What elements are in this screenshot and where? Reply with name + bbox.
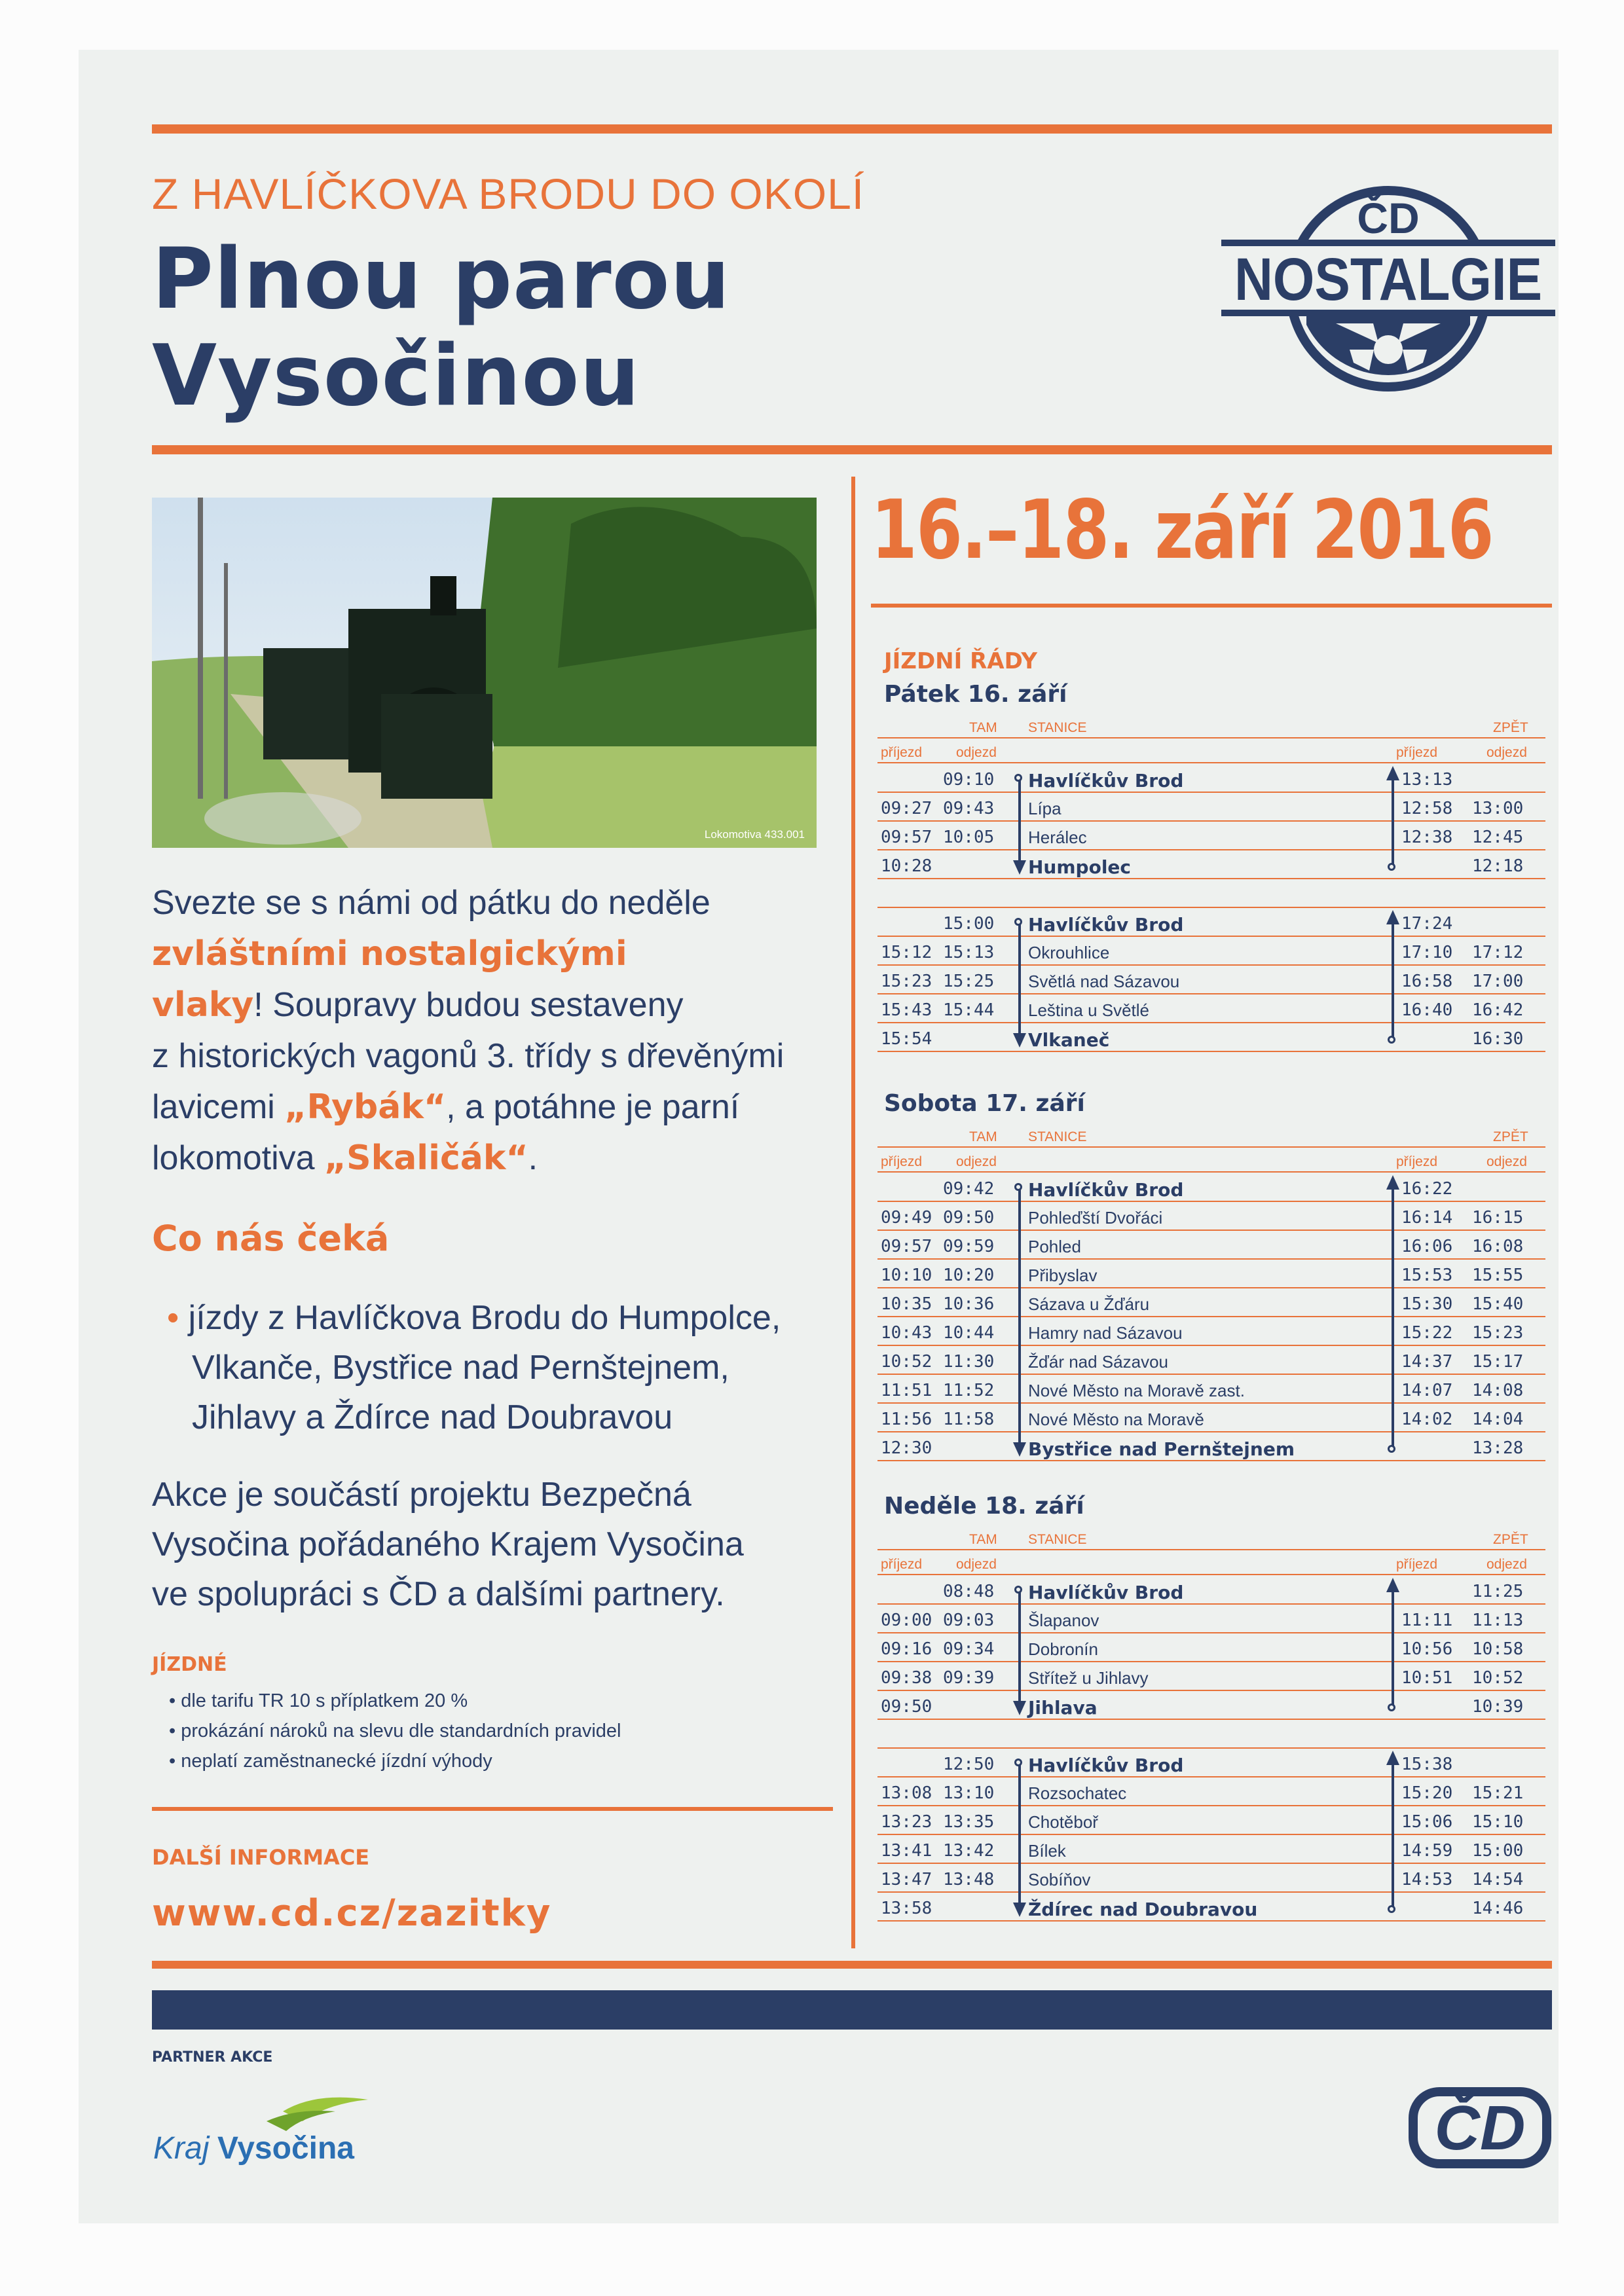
direction-line [1018, 1187, 1021, 1446]
direction-line [1392, 778, 1394, 864]
station-name: Sobíňov [1028, 1870, 1091, 1889]
arrival-time: 09:38 [881, 1668, 932, 1688]
return-departure-time: 12:45 [1472, 828, 1524, 847]
station-name: Bílek [1028, 1841, 1066, 1861]
column-header: příjezd [1396, 1154, 1438, 1169]
logo-nostalgie-text: NOSTALGIE [1234, 246, 1542, 313]
departure-time: 11:52 [943, 1381, 995, 1400]
arrival-time: 15:54 [881, 1029, 932, 1049]
return-arrival-time: 15:06 [1401, 1812, 1453, 1832]
departure-time: 10:36 [943, 1294, 995, 1314]
column-header: odjezd [956, 1154, 997, 1169]
column-header: příjezd [881, 1557, 923, 1572]
timetable-row [877, 1289, 1545, 1317]
return-departure-time: 17:00 [1472, 972, 1524, 991]
column-header-row [877, 1527, 1545, 1550]
arrival-time: 10:43 [881, 1323, 932, 1343]
departure-time: 13:42 [943, 1841, 995, 1861]
return-arrival-time: 16:40 [1401, 1000, 1453, 1020]
departure-time: 11:30 [943, 1352, 995, 1372]
column-header: TAM [969, 720, 997, 735]
departure-time: 09:03 [943, 1611, 995, 1630]
column-header-row [877, 1124, 1545, 1148]
departure-time: 09:43 [943, 799, 995, 818]
arrival-time: 09:00 [881, 1611, 932, 1630]
return-arrival-time: 10:56 [1401, 1639, 1453, 1659]
origin-dot-icon [1014, 774, 1022, 782]
arrow-up-icon [1386, 1175, 1399, 1190]
column-header: STANICE [1028, 1532, 1087, 1547]
intro-paragraph [152, 877, 840, 1184]
station-name: Vlkaneč [1028, 1029, 1110, 1051]
return-departure-time: 16:42 [1472, 1000, 1524, 1020]
timetable-row [877, 1807, 1545, 1835]
departure-time: 13:35 [943, 1812, 995, 1832]
timetable-row [877, 822, 1545, 850]
station-name: Pohleďští Dvořáci [1028, 1208, 1163, 1228]
return-arrival-time: 14:53 [1401, 1870, 1453, 1889]
return-arrival-time: 16:58 [1401, 972, 1453, 991]
station-name: Herálec [1028, 828, 1087, 847]
return-arrival-time: 17:24 [1401, 914, 1453, 934]
return-arrival-time: 16:22 [1401, 1179, 1453, 1199]
cd-logo-text: ČD [1434, 2093, 1526, 2163]
fares-item: • dle tarifu TR 10 s příplatkem 20 % [169, 1686, 857, 1716]
logo-cd-text: ČD [1357, 194, 1420, 242]
column-header: TAM [969, 1129, 997, 1144]
return-arrival-time: 15:38 [1401, 1755, 1453, 1774]
fares-item: • prokázání nároků na slevu dle standardních pravidel [169, 1716, 857, 1746]
departure-time: 09:39 [943, 1668, 995, 1688]
station-name: Nové Město na Moravě [1028, 1410, 1204, 1429]
column-header: odjezd [956, 745, 997, 760]
timetable-row [877, 1836, 1545, 1864]
return-arrival-time: 15:30 [1401, 1294, 1453, 1314]
origin-dot-icon [1388, 1036, 1395, 1044]
fares-list [169, 1686, 857, 1776]
return-departure-time: 13:28 [1472, 1438, 1524, 1458]
arrow-up-icon [1386, 1751, 1399, 1765]
project-paragraph [152, 1470, 840, 1619]
arrival-time: 15:43 [881, 1000, 932, 1020]
departure-time: 12:50 [943, 1755, 995, 1774]
intro-line: ! Soupravy budou sestaveny [253, 986, 684, 1024]
return-arrival-time: 10:51 [1401, 1668, 1453, 1688]
return-departure-time: 15:00 [1472, 1841, 1524, 1861]
arrival-time: 10:35 [881, 1294, 932, 1314]
timetable-row [877, 1605, 1545, 1633]
column-header: příjezd [1396, 745, 1438, 760]
event-date: 16.–18. září 2016 [871, 483, 1493, 577]
timetable-row [877, 995, 1545, 1023]
timetable-row [877, 1231, 1545, 1260]
departure-time: 15:25 [943, 972, 995, 991]
return-arrival-time: 14:59 [1401, 1841, 1453, 1861]
return-departure-time: 16:30 [1472, 1029, 1524, 1049]
return-departure-time: 10:39 [1472, 1697, 1524, 1717]
departure-time: 15:13 [943, 943, 995, 962]
origin-dot-icon [1388, 1905, 1395, 1913]
column-header: příjezd [881, 1154, 923, 1169]
timetable-row [877, 1433, 1545, 1461]
more-info-heading: DALŠÍ INFORMACE [152, 1845, 370, 1870]
timetable-row [877, 1778, 1545, 1806]
column-header: TAM [969, 1532, 997, 1547]
timetable-row [877, 1376, 1545, 1404]
station-name: Havlíčkův Brod [1028, 914, 1184, 936]
arrow-down-icon [1013, 1701, 1026, 1715]
direction-line [1392, 1187, 1394, 1446]
timetable-row [877, 1404, 1545, 1432]
direction-line [1018, 922, 1021, 1037]
return-departure-time: 14:04 [1472, 1410, 1524, 1429]
intro-line: , a potáhne je parní [446, 1088, 740, 1126]
station-name: Lípa [1028, 799, 1061, 818]
leaf-icon [267, 2111, 335, 2131]
arrival-time: 10:28 [881, 856, 932, 876]
origin-dot-icon [1388, 863, 1395, 871]
arrival-time: 10:52 [881, 1352, 932, 1372]
what-awaits-heading: Co nás čeká [152, 1218, 390, 1259]
bullet-line: jízdy z Havlíčkova Brodu do Humpolce, [188, 1299, 781, 1337]
timetable-row [877, 1174, 1545, 1202]
bullet-line: Jihlavy a Ždírce nad Doubravou [192, 1398, 673, 1436]
column-header: ZPĚT [1493, 720, 1528, 735]
column-header: odjezd [1486, 745, 1527, 760]
station-name: Pohled [1028, 1237, 1081, 1256]
station-name: Žďár nad Sázavou [1028, 1352, 1168, 1372]
column-header: ZPĚT [1493, 1129, 1528, 1144]
timetable-row [877, 1347, 1545, 1375]
departure-time: 15:44 [943, 1000, 995, 1020]
return-arrival-time: 13:13 [1401, 770, 1453, 790]
station-name: Hamry nad Sázavou [1028, 1323, 1183, 1343]
arrival-time: 13:08 [881, 1783, 932, 1803]
bullet-icon: • [167, 1299, 189, 1337]
timetable-row [877, 1576, 1545, 1605]
return-departure-time: 15:55 [1472, 1266, 1524, 1285]
return-departure-time: 14:46 [1472, 1899, 1524, 1918]
header-title-line2: Vysočinou [152, 327, 640, 425]
return-arrival-time: 12:38 [1401, 828, 1453, 847]
column-header-row [877, 715, 1545, 738]
column-header: odjezd [956, 1557, 997, 1572]
station-name: Nové Město na Moravě zast. [1028, 1381, 1245, 1400]
return-arrival-time: 11:11 [1401, 1611, 1453, 1630]
timetable-row [877, 1318, 1545, 1346]
intro-line: lavicemi [152, 1088, 285, 1126]
arrival-time: 13:41 [881, 1841, 932, 1861]
project-line: Akce je součástí projektu Bezpečná [152, 1476, 692, 1514]
origin-dot-icon [1388, 1704, 1395, 1711]
top-rule [152, 124, 1552, 134]
return-departure-time: 14:54 [1472, 1870, 1524, 1889]
column-header-row [877, 740, 1545, 763]
timetable-row [877, 793, 1545, 822]
station-name: Přibyslav [1028, 1266, 1098, 1285]
return-departure-time: 12:18 [1472, 856, 1524, 876]
arrival-time: 09:27 [881, 799, 932, 818]
column-header-row [877, 1552, 1545, 1575]
column-header-row [877, 1149, 1545, 1173]
station-name: Šlapanov [1028, 1611, 1099, 1630]
intro-line: . [528, 1139, 538, 1177]
station-name: Světlá nad Sázavou [1028, 972, 1180, 991]
arrival-time: 11:51 [881, 1381, 932, 1400]
station-name: Jihlava [1028, 1697, 1098, 1719]
arrival-time: 09:49 [881, 1208, 932, 1228]
arrival-time: 13:58 [881, 1899, 932, 1918]
arrival-time: 11:56 [881, 1410, 932, 1429]
arrival-time: 09:16 [881, 1639, 932, 1659]
header-kicker: Z HAVLÍČKOVA BRODU DO OKOLÍ [152, 170, 865, 218]
arrival-time: 09:57 [881, 1237, 932, 1256]
intro-line: z historických vagonů 3. třídy s dřevěnými [152, 1037, 784, 1075]
arrival-time: 09:57 [881, 828, 932, 847]
intro-highlight: vlaky [152, 985, 254, 1025]
departure-time: 09:10 [943, 770, 995, 790]
what-awaits-bullet [167, 1293, 855, 1442]
column-header: ZPĚT [1493, 1532, 1528, 1547]
station-name: Leština u Světlé [1028, 1000, 1150, 1020]
return-departure-time: 17:12 [1472, 943, 1524, 962]
intro-line: lokomotiva [152, 1139, 324, 1177]
return-departure-time: 10:52 [1472, 1668, 1524, 1688]
cd-logo [1408, 2072, 1552, 2170]
arrival-time: 13:23 [881, 1812, 932, 1832]
arrival-time: 09:50 [881, 1697, 932, 1717]
departure-time: 15:00 [943, 914, 995, 934]
departure-time: 09:50 [943, 1208, 995, 1228]
arrow-down-icon [1013, 1903, 1026, 1917]
station-name: Havlíčkův Brod [1028, 1582, 1184, 1603]
project-line: ve spolupráci s ČD a dalšími partnery. [152, 1575, 725, 1613]
station-name: Bystřice nad Pernštejnem [1028, 1438, 1295, 1460]
departure-time: 13:48 [943, 1870, 995, 1889]
return-departure-time: 15:23 [1472, 1323, 1524, 1343]
departure-time: 09:59 [943, 1237, 995, 1256]
return-arrival-time: 15:20 [1401, 1783, 1453, 1803]
arrow-down-icon [1013, 860, 1026, 875]
station-name: Střítež u Jihlavy [1028, 1668, 1149, 1688]
return-departure-time: 11:13 [1472, 1611, 1524, 1630]
origin-dot-icon [1014, 1586, 1022, 1594]
column-header: STANICE [1028, 1129, 1087, 1144]
station-name: Ždírec nad Doubravou [1028, 1899, 1258, 1920]
timetable-row [877, 1203, 1545, 1231]
direction-line [1392, 1762, 1394, 1906]
timetable-row [877, 1634, 1545, 1662]
day-title: Sobota 17. září [884, 1090, 1085, 1117]
departure-time: 10:44 [943, 1323, 995, 1343]
timetable-row [877, 909, 1545, 937]
departure-time: 08:48 [943, 1582, 995, 1601]
return-arrival-time: 12:58 [1401, 799, 1453, 818]
arrival-time: 15:23 [881, 972, 932, 991]
departure-time: 10:05 [943, 828, 995, 847]
station-name: Havlíčkův Brod [1028, 1755, 1184, 1776]
day-title: Neděle 18. září [884, 1493, 1084, 1520]
return-arrival-time: 15:22 [1401, 1323, 1453, 1343]
more-info-rule [152, 1807, 833, 1811]
header-title-line1: Plnou parou [152, 230, 731, 328]
timetable-row [877, 1893, 1545, 1922]
departure-time: 11:58 [943, 1410, 995, 1429]
departure-time: 13:10 [943, 1783, 995, 1803]
header-bottom-rule [152, 445, 1552, 454]
timetable-row [877, 1865, 1545, 1893]
return-departure-time: 15:17 [1472, 1352, 1524, 1372]
return-departure-time: 11:25 [1472, 1582, 1524, 1601]
departure-time: 09:34 [943, 1639, 995, 1659]
timetable-heading: JÍZDNÍ ŘÁDY [884, 648, 1037, 674]
arrival-time: 12:30 [881, 1438, 932, 1458]
direction-line [1392, 922, 1394, 1037]
column-header: odjezd [1486, 1154, 1527, 1169]
direction-line [1018, 1590, 1021, 1705]
column-header: příjezd [881, 745, 923, 760]
arrow-up-icon [1386, 910, 1399, 924]
arrival-time: 15:12 [881, 943, 932, 962]
station-name: Chotěboř [1028, 1812, 1098, 1832]
origin-dot-icon [1014, 918, 1022, 926]
timetable-row [877, 851, 1545, 879]
timetable-row [877, 765, 1545, 793]
fares-heading: JÍZDNÉ [152, 1653, 227, 1676]
day-title: Pátek 16. září [884, 681, 1067, 708]
return-departure-time: 15:21 [1472, 1783, 1524, 1803]
origin-dot-icon [1388, 1445, 1395, 1453]
return-departure-time: 10:58 [1472, 1639, 1524, 1659]
fares-item: • neplatí zaměstnanecké jízdní výhody [169, 1746, 857, 1776]
more-info-link[interactable]: www.cd.cz/zazitky [152, 1892, 552, 1935]
return-arrival-time: 14:37 [1401, 1352, 1453, 1372]
arrow-up-icon [1386, 766, 1399, 780]
origin-dot-icon [1014, 1183, 1022, 1191]
timetable-row [877, 1692, 1545, 1720]
direction-line [1018, 1762, 1021, 1906]
partner-label: PARTNER AKCE [152, 2049, 273, 2066]
timetable-row [877, 938, 1545, 966]
return-departure-time: 16:08 [1472, 1237, 1524, 1256]
timetable-row [877, 1749, 1545, 1777]
kraj-text: Kraj [153, 2131, 210, 2166]
return-departure-time: 14:08 [1472, 1381, 1524, 1400]
return-arrival-time: 15:53 [1401, 1266, 1453, 1285]
bullet-line: Vlkanče, Bystřice nad Pernštejnem, [192, 1349, 729, 1387]
station-name: Rozsochatec [1028, 1783, 1127, 1803]
station-name: Okrouhlice [1028, 943, 1110, 962]
return-arrival-time: 16:14 [1401, 1208, 1453, 1228]
arrow-down-icon [1013, 1442, 1026, 1457]
arrow-down-icon [1013, 1033, 1026, 1048]
vysocina-text: Vysočina [217, 2131, 354, 2166]
footer-bar [152, 1990, 1552, 2030]
cd-nostalgie-logo [1221, 174, 1555, 403]
return-arrival-time: 14:02 [1401, 1410, 1453, 1429]
timetable-row [877, 880, 1545, 908]
direction-line [1018, 778, 1021, 864]
kraj-vysocina-logo [152, 2085, 388, 2170]
return-departure-time: 15:40 [1472, 1294, 1524, 1314]
column-header: příjezd [1396, 1557, 1438, 1572]
intro-line: Svezte se s námi od pátku do neděle [152, 884, 710, 922]
return-departure-time: 16:15 [1472, 1208, 1524, 1228]
return-arrival-time: 14:07 [1401, 1381, 1453, 1400]
timetable-row [877, 1663, 1545, 1691]
project-line: Vysočina pořádaného Krajem Vysočina [152, 1525, 744, 1563]
departure-time: 10:20 [943, 1266, 995, 1285]
locomotive-photo [152, 498, 817, 848]
return-departure-time: 13:00 [1472, 799, 1524, 818]
intro-highlight: „Skaličák“ [324, 1139, 528, 1178]
arrival-time: 10:10 [881, 1266, 932, 1285]
date-rule [871, 604, 1552, 608]
direction-line [1392, 1590, 1394, 1705]
arrival-time: 13:47 [881, 1870, 932, 1889]
intro-highlight: zvláštními nostalgickými [152, 934, 627, 974]
column-header: odjezd [1486, 1557, 1527, 1572]
station-name: Sázava u Žďáru [1028, 1294, 1150, 1314]
return-arrival-time: 16:06 [1401, 1237, 1453, 1256]
timetable-row [877, 966, 1545, 994]
station-name: Dobronín [1028, 1639, 1098, 1659]
intro-highlight: „Rybák“ [284, 1087, 447, 1127]
return-arrival-time: 17:10 [1401, 943, 1453, 962]
origin-dot-icon [1014, 1758, 1022, 1766]
arrow-up-icon [1386, 1578, 1399, 1592]
timetable-row [877, 1260, 1545, 1288]
photo-caption: Lokomotiva 433.001 [704, 828, 805, 841]
station-name: Havlíčkův Brod [1028, 770, 1184, 792]
timetable-row [877, 1721, 1545, 1749]
timetable-row [877, 1024, 1545, 1052]
return-departure-time: 15:10 [1472, 1812, 1524, 1832]
column-header: STANICE [1028, 720, 1087, 735]
departure-time: 09:42 [943, 1179, 995, 1199]
footer-rule [152, 1961, 1552, 1969]
station-name: Havlíčkův Brod [1028, 1179, 1184, 1201]
station-name: Humpolec [1028, 856, 1132, 878]
